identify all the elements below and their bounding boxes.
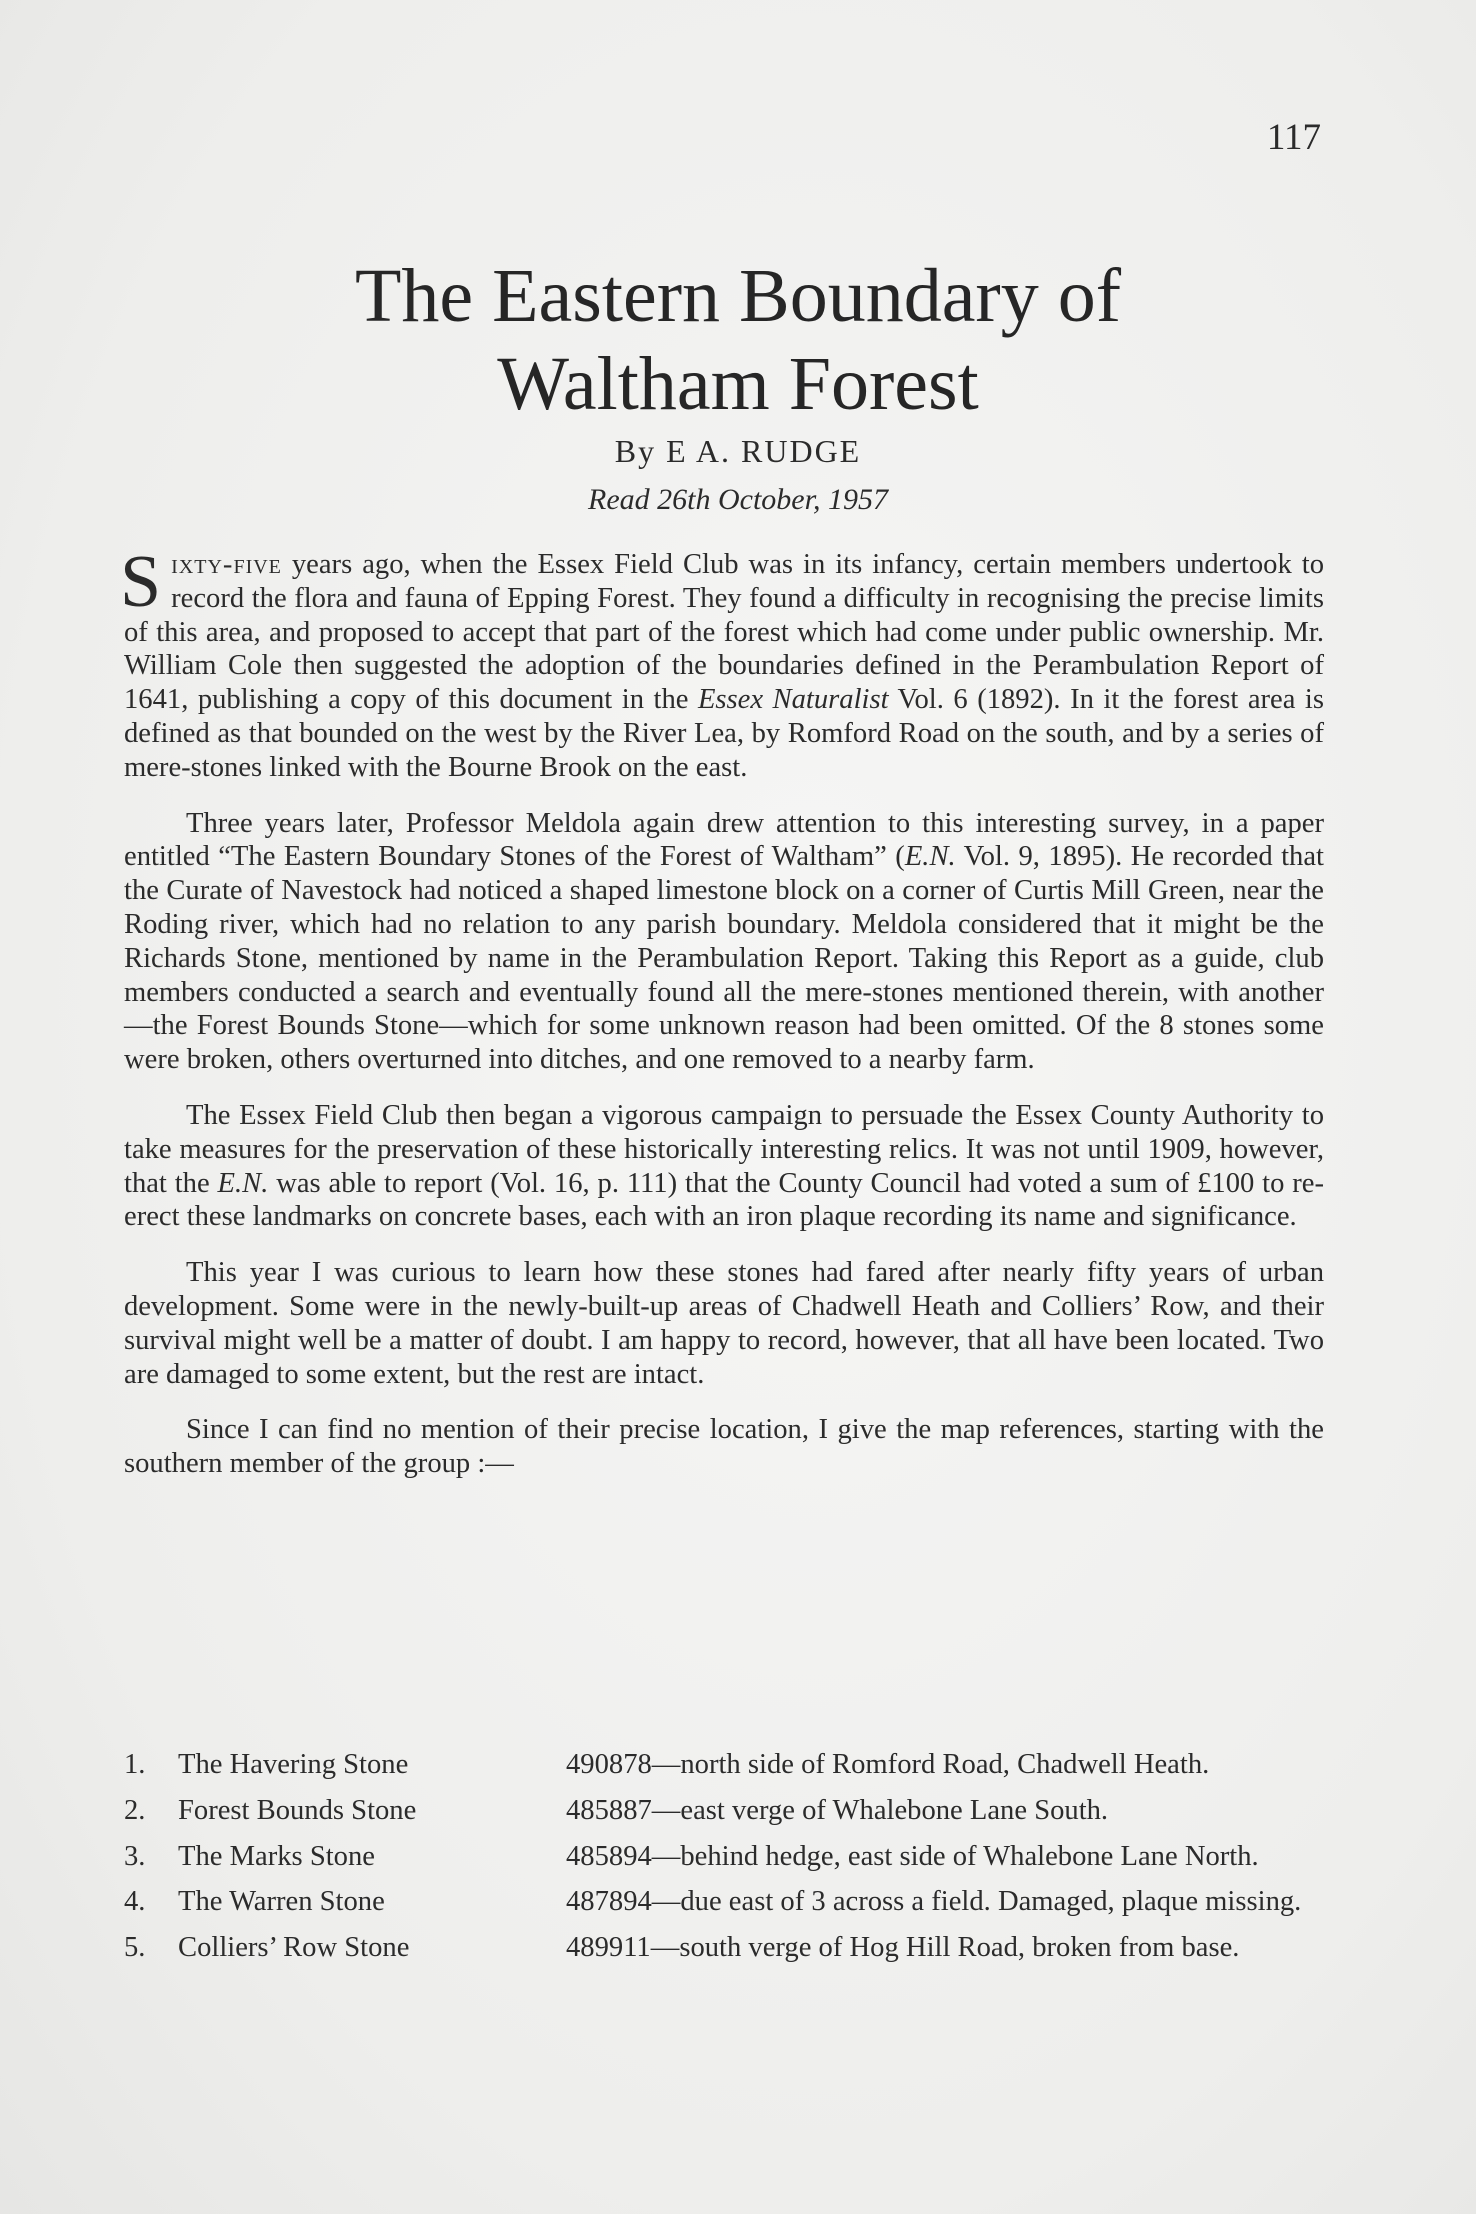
list-item	[124, 1931, 1324, 1965]
paragraph-2	[124, 807, 1324, 1077]
stone-name: The Warren Stone	[178, 1886, 385, 1918]
paragraph-5: Since I can find no mention of their precise location, I give the map references, starting with the southern member of the group :—	[124, 1414, 1324, 1480]
paragraph-2-text-a: Three years later, Professor Meldola again drew attention to this interesting survey, in a paper entitled “The Eastern Boundary Stones of the Forest of Waltham” (	[124, 807, 1324, 873]
journal-abbrev: E.N.	[904, 841, 956, 873]
page-number: 117	[1266, 117, 1321, 158]
paragraph-1-text-b: Vol. 6 (1892). In it the forest area is defined as that bounded on the west by the River Lea, by Romford Road on the south, and by a series of mere-stones linked with the Bourne Brook on the east.	[124, 684, 1324, 783]
article-title-line-1: The Eastern Boundary of	[354, 254, 1122, 338]
stone-location: 485887—east verge of Whalebone Lane South.	[566, 1794, 1109, 1826]
stone-list	[124, 1748, 1324, 1977]
author-byline: By E A. RUDGE	[614, 433, 862, 469]
opening-words: ixty-five	[171, 549, 282, 580]
stone-location: 489911—south verge of Hog Hill Road, broken from base.	[566, 1932, 1240, 1964]
list-item	[124, 1885, 1324, 1919]
stone-number: 1.	[124, 1749, 146, 1780]
article-body	[120, 541, 1324, 1491]
stone-name: The Havering Stone	[178, 1749, 409, 1780]
paragraph-1	[120, 541, 1324, 785]
paragraph-3-text-b: was able to report (Vol. 16, p. 111) that the County Council had voted a sum of £100 to re-erect these landmarks on concrete bases, each with an iron plaque recording its name and significance.	[124, 1167, 1324, 1233]
stone-number: 5.	[124, 1932, 146, 1964]
stone-name: The Marks Stone	[178, 1840, 375, 1872]
list-item	[124, 1748, 1324, 1782]
paragraph-1-text-a: years ago, when the Essex Field Club was in its infancy, certain members undertook to record the flora and fauna of Epping Forest. They found a difficulty in recognising the precise limits of this area, and proposed to accept that part of the forest which had come under public ownership. Mr. William Cole then suggested the adoption of the boundaries defined in the Perambulation Report of 1641, publishing a copy of this document in the	[124, 549, 1324, 716]
drop-cap: S	[120, 541, 162, 623]
journal-name: Essex Naturalist	[697, 684, 889, 716]
stone-name: Forest Bounds Stone	[178, 1794, 417, 1826]
paragraph-3-text-a: The Essex Field Club then began a vigorous campaign to persuade the Essex County Authority to take measures for the preservation of these historically interesting relics. It was not until 1909, however, that the	[124, 1099, 1324, 1199]
paragraph-3	[124, 1099, 1324, 1234]
paragraph-4: This year I was curious to learn how these stones had fared after nearly fifty years of urban development. Some were in the newly-built-up areas of Chadwell Heath and Colliers’ Row, and their survival might well be a matter of doubt. I am happy to record, however, that all have been located. Two are damaged to some extent, but the rest are intact.	[124, 1257, 1324, 1390]
read-date: Read 26th October, 1957	[588, 483, 888, 516]
list-item	[124, 1794, 1324, 1828]
article-title	[0, 252, 1476, 428]
journal-abbrev: E.N.	[217, 1167, 269, 1199]
paragraph-2-text-b: Vol. 9, 1895). He recorded that the Curate of Navestock had noticed a shaped limestone block on a corner of Curtis Mill Green, near the Roding river, which had no relation to any parish boundary. Meldola considered that it might be the Richards Stone, mentioned by name in the Perambulation Report. Taking this Report as a guide, club members conducted a search and eventually found all the mere-stones mentioned therein, with another—the Forest Bounds Stone—which for some unknown reason had been omitted. Of the 8 stones some were broken, others overturned into ditches, and one removed to a nearby farm.	[124, 841, 1324, 1076]
article-title-line-2: Waltham Forest	[497, 342, 979, 426]
stone-location: 487894—due east of 3 across a field. Damaged, plaque missing.	[566, 1886, 1302, 1918]
stone-number: 4.	[124, 1886, 146, 1918]
stone-location: 485894—behind hedge, east side of Whalebone Lane North.	[566, 1840, 1259, 1872]
stone-name: Colliers’ Row Stone	[178, 1932, 410, 1964]
stone-number: 3.	[124, 1840, 146, 1872]
stone-location: 490878—north side of Romford Road, Chadwell Heath.	[566, 1749, 1210, 1780]
stone-number: 2.	[124, 1794, 146, 1826]
list-item	[124, 1840, 1324, 1874]
